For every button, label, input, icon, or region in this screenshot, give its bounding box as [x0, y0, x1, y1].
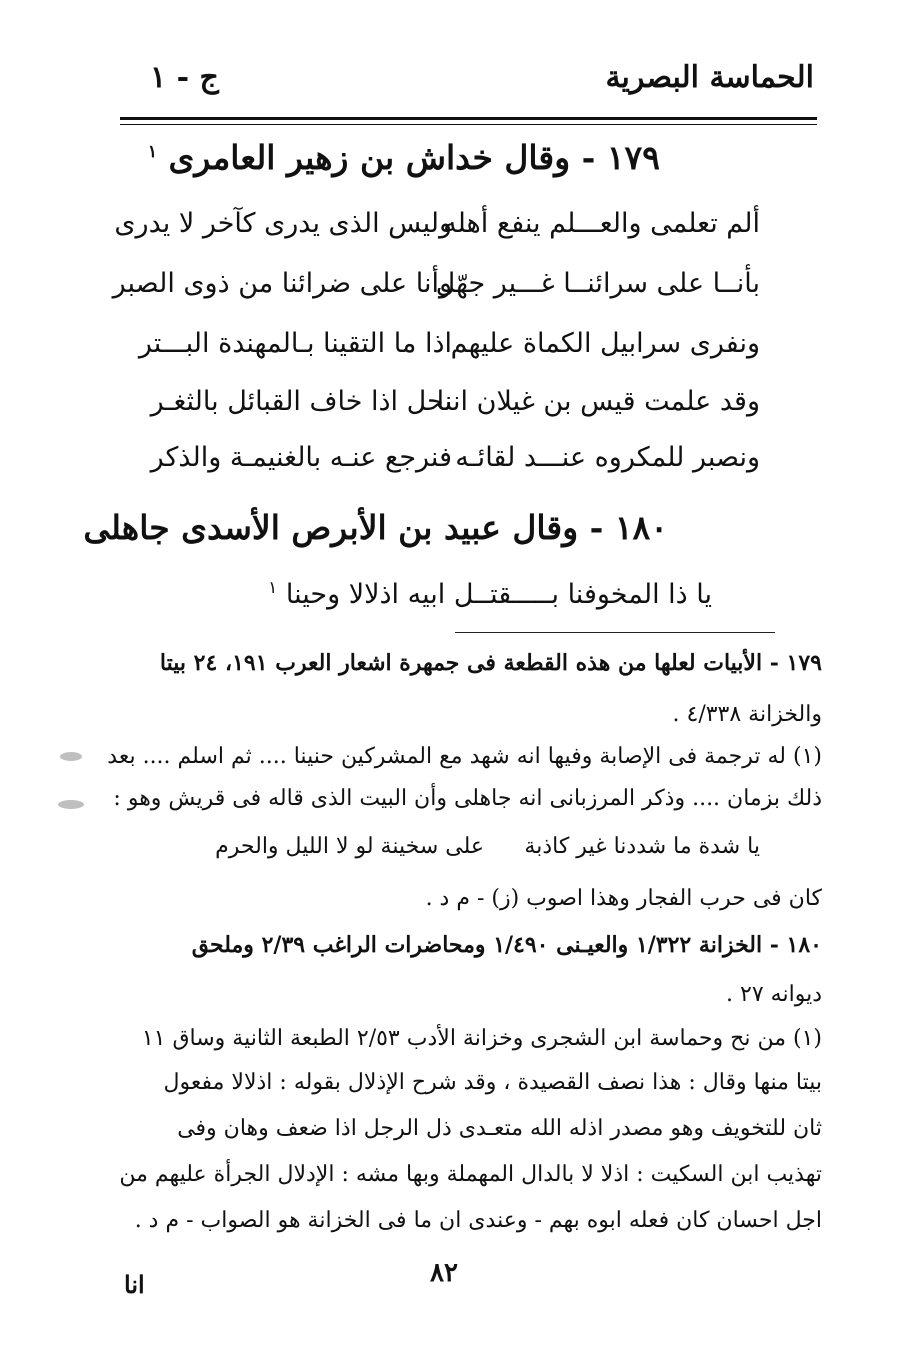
footnote-marker: ١: [268, 578, 278, 598]
footnote-179-1-cont: ذلك بزمان .... وذكر المرزبانى انه جاهلى وأن البيت الذى قاله فى قريش وهو :: [113, 786, 822, 811]
verse-4-second: نحل اذا خاف القبائل بالثغـر: [150, 386, 452, 417]
verse-3-second: اذا ما التقينا بـالمهندة البـــتر: [138, 328, 452, 359]
footnote-179: ١٧٩ - الأبيات لعلها من هذه القطعة فى جمهرة اشعار العرب ١٩١، ٢٤ بيتا: [159, 650, 822, 676]
poem-180-verse-text: يا ذا المخوفنا بـــــقتــل ابيه اذلالا وحينا: [285, 579, 712, 610]
quoted-verse-first: يا شدة ما شددنا غير كاذبة: [524, 834, 760, 859]
footnote-180: ١٨٠ - الخزانة ١/٣٢٢ والعيـنى ١/٤٩٠ ومحاضرات الراغب ٢/٣٩ وملحق: [191, 932, 822, 958]
page-number: ٨٢: [430, 1258, 458, 1288]
verse-4-first: وقد علمت قيس بن غيلان اننا: [436, 386, 760, 417]
poem-180-title: ١٨٠ - وقال عبيد بن الأبرص الأسدى جاهلى: [83, 508, 668, 547]
verse-2-second: وأنا على ضرائنا من ذوى الصبر: [112, 268, 452, 299]
footnote-180-1: (١) من نح وحماسة ابن الشجرى وخزانة الأدب ٢/٥٣ الطبعة الثانية وساق ١١: [141, 1026, 822, 1051]
footnote-180-1-line4: تهذيب ابن السكيت : اذلا لا بالدال المهملة وبها مشه : الإدلال الجرأة عليهم من: [119, 1162, 822, 1187]
verse-3-first: ونفرى سرابيل الكماة عليهم: [450, 328, 760, 359]
verse-5-second: فنرجع عنـه بالغنيمـة والذكر: [150, 442, 452, 473]
footnote-separator: [455, 632, 775, 633]
scan-smudge: [60, 752, 82, 761]
footnote-180-cont: ديوانه ٢٧ .: [726, 982, 822, 1007]
verse-1-second: وليس الذى يدرى كآخر لا يدرى: [114, 208, 452, 239]
poem-179-title: [148, 138, 660, 177]
verse-1-first: ألم تعلمى والعـــلم ينفع أهله: [443, 208, 760, 239]
volume-label: ج - ١: [150, 60, 219, 95]
verse-5-first: ونصبر للمكروه عنـــد لقائـه: [455, 442, 760, 473]
catchword: انا: [124, 1270, 145, 1299]
footnote-179-1-end: كان فى حرب الفجار وهذا اصوب (ز) - م د .: [425, 886, 822, 911]
quoted-verse-second: على سخينة لو لا الليل والحرم: [215, 834, 484, 859]
header-rule-thin: [120, 124, 817, 125]
footnote-179-cont: والخزانة ٤/٣٣٨ .: [672, 702, 822, 727]
footnote-180-1-line3: ثان للتخويف وهو مصدر اذله الله متعـدى ذل الرجل اذا ضعف وهان وفى: [177, 1116, 822, 1141]
footnote-180-1-line2: بيتا منها وقال : هذا نصف القصيدة ، وقد شرح الإذلال بقوله : اذلالا مفعول: [163, 1070, 822, 1095]
book-title: الحماسة البصرية: [605, 60, 814, 95]
footnote-179-1: (١) له ترجمة فى الإصابة وفيها انه شهد مع المشركين حنينا .... ثم اسلم .... بعد: [107, 744, 822, 769]
footnote-marker: ١: [147, 142, 158, 162]
header-rule: [120, 117, 817, 120]
verse-2-first: بأنــا على سرائنــا غـــير جهّل: [435, 268, 760, 299]
footnote-180-1-line5: اجل احسان كان فعله ابوه بهم - وعندى ان ما فى الخزانة هو الصواب - م د .: [134, 1208, 822, 1233]
poem-179-heading: ١٧٩ - وقال خداش بن زهير العامرى: [168, 138, 660, 177]
poem-180-verse: [268, 578, 712, 610]
scan-smudge: [58, 800, 84, 809]
